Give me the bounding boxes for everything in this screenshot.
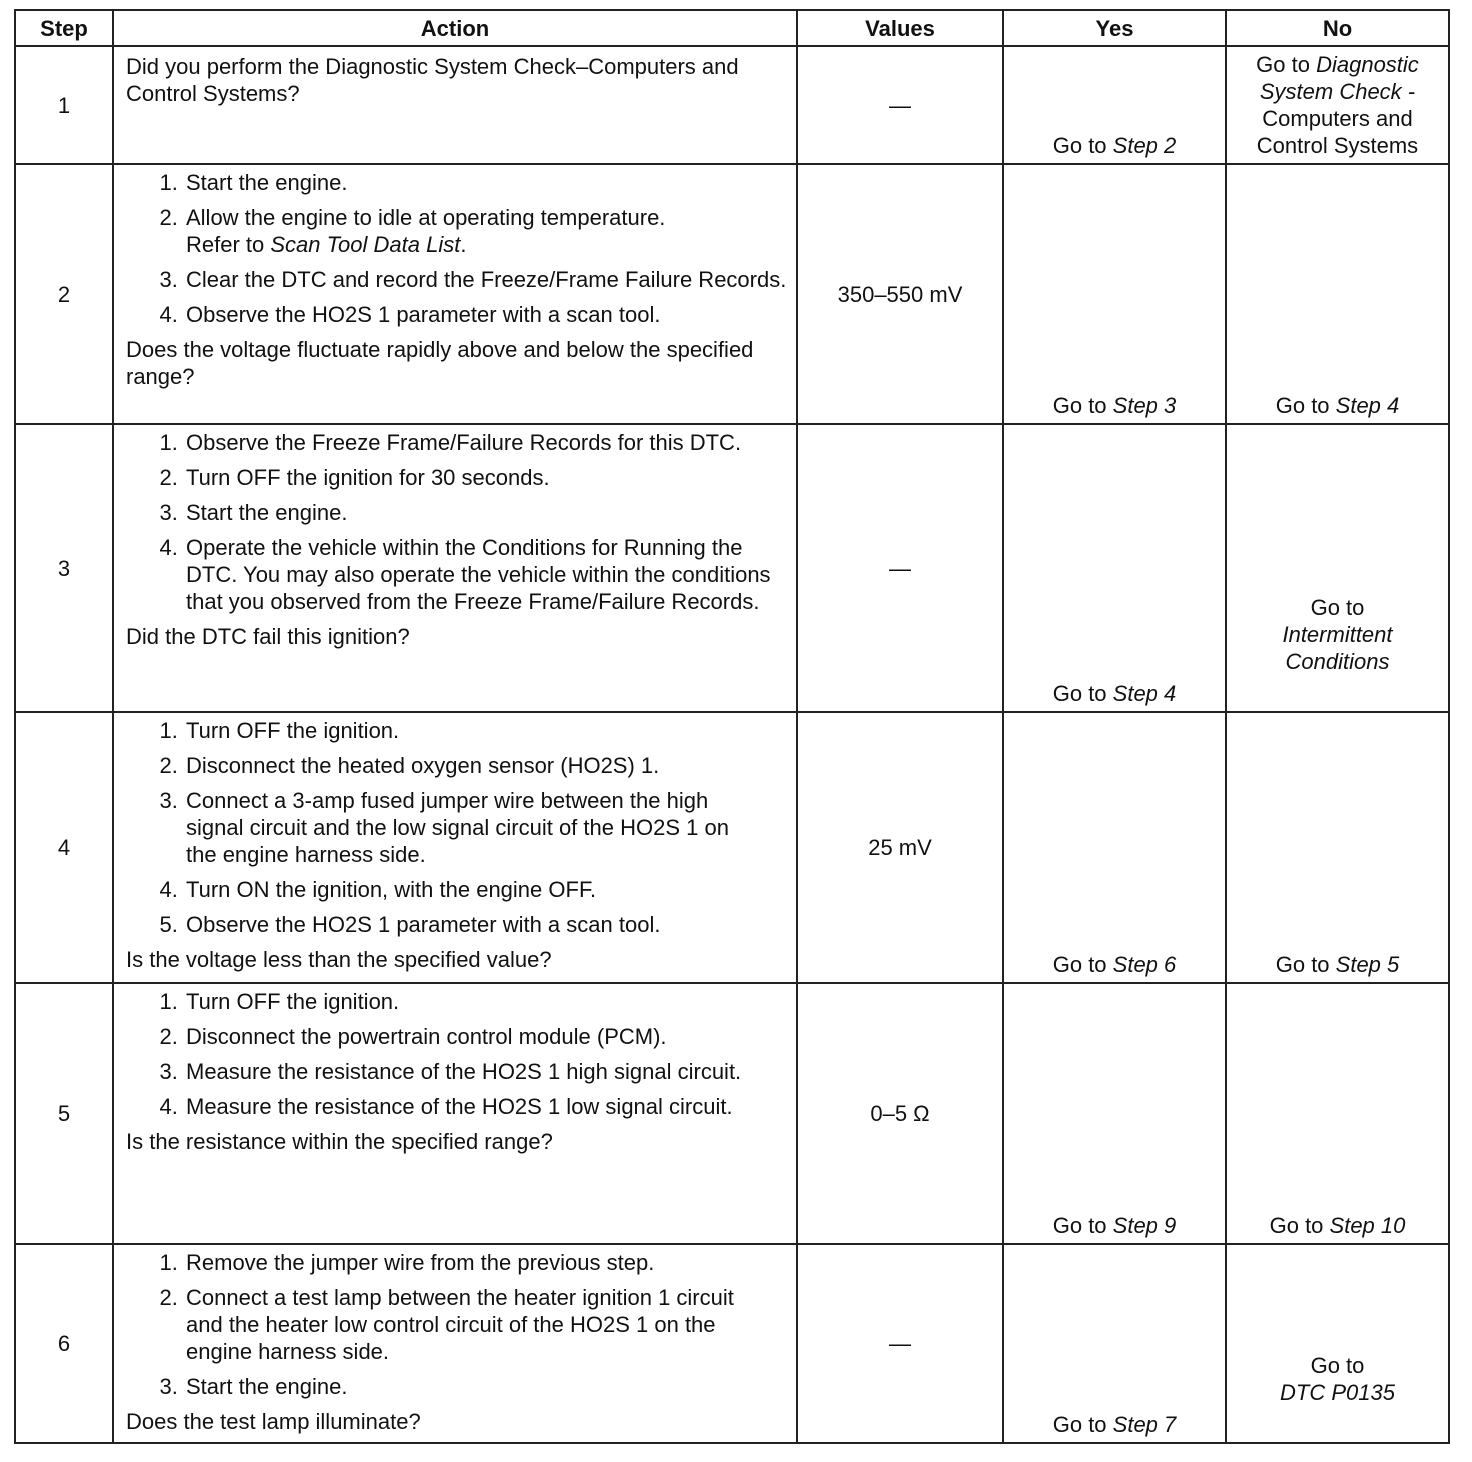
refer-link[interactable]: Scan Tool Data List — [270, 232, 461, 257]
action-cell — [113, 424, 797, 712]
header-action: Action — [113, 10, 797, 46]
no-cell — [1226, 1244, 1449, 1443]
yes-cell — [1003, 1244, 1226, 1443]
table-row — [15, 46, 1449, 164]
yes-link[interactable]: Step 9 — [1112, 1213, 1177, 1238]
no-outcome[interactable] — [1227, 594, 1448, 675]
action-step: 2. Disconnect the powertrain control module (PCM). — [184, 1023, 788, 1050]
action-step-text: Allow the engine to idle at operating temperature. — [186, 205, 666, 230]
action-step: 1. Start the engine. — [184, 169, 788, 196]
no-cell — [1226, 712, 1449, 983]
action-cell — [113, 1244, 797, 1443]
action-question: Does the voltage fluctuate rapidly above and below the specified range? — [126, 337, 754, 389]
action-step: 4. Observe the HO2S 1 parameter with a scan tool. — [184, 301, 788, 328]
action-cell — [113, 983, 797, 1244]
table-row — [15, 164, 1449, 424]
value-cell: — — [797, 1244, 1003, 1443]
no-prefix: Go to — [1310, 1353, 1365, 1378]
yes-link[interactable]: Step 6 — [1112, 952, 1177, 977]
no-link[interactable]: DTC P0135 — [1280, 1380, 1395, 1405]
no-link[interactable]: Step 4 — [1335, 393, 1400, 418]
yes-prefix: Go to — [1052, 393, 1113, 418]
action-steps — [126, 429, 788, 623]
yes-prefix: Go to — [1052, 952, 1113, 977]
no-prefix: Go to — [1269, 1213, 1330, 1238]
header-values: Values — [797, 10, 1003, 46]
step-number: 1 — [15, 46, 113, 164]
action-step: 1. Remove the jumper wire from the previous step. — [184, 1249, 788, 1276]
no-outcome[interactable] — [1227, 51, 1448, 159]
action-step: 3. Clear the DTC and record the Freeze/Frame Failure Records. — [184, 266, 788, 293]
action-step: 4. Measure the resistance of the HO2S 1 low signal circuit. — [184, 1093, 746, 1120]
no-link[interactable]: Step 5 — [1335, 952, 1400, 977]
no-outcome[interactable] — [1227, 392, 1448, 419]
step-number: 5 — [15, 983, 113, 1244]
header-row — [15, 10, 1449, 46]
action-steps — [126, 169, 788, 336]
refer-prefix: Refer to — [186, 232, 271, 257]
action-cell — [113, 712, 797, 983]
yes-link[interactable]: Step 4 — [1112, 681, 1177, 706]
action-question: Is the voltage less than the specified value? — [126, 947, 552, 972]
table-row — [15, 1244, 1449, 1443]
no-prefix: Go to — [1275, 393, 1336, 418]
yes-link[interactable]: Step 3 — [1112, 393, 1177, 418]
yes-outcome[interactable] — [1004, 680, 1225, 707]
yes-cell — [1003, 46, 1226, 164]
yes-link[interactable]: Step 2 — [1112, 133, 1177, 158]
yes-prefix: Go to — [1052, 681, 1113, 706]
action-cell — [113, 164, 797, 424]
action-step: 2. Turn OFF the ignition for 30 seconds. — [184, 464, 788, 491]
header-step: Step — [15, 10, 113, 46]
action-question: Is the resistance within the specified range? — [126, 1129, 553, 1154]
action-step: 1. Observe the Freeze Frame/Failure Records for this DTC. — [184, 429, 746, 456]
step-number: 3 — [15, 424, 113, 712]
action-steps — [126, 717, 788, 946]
action-step: 1. Turn OFF the ignition. — [184, 717, 788, 744]
action-question: Did you perform the Diagnostic System Check–Computers and Control Systems? — [126, 54, 739, 106]
no-link[interactable]: Step 10 — [1329, 1213, 1406, 1238]
value-cell: 25 mV — [797, 712, 1003, 983]
yes-prefix: Go to — [1052, 1412, 1113, 1437]
no-cell — [1226, 164, 1449, 424]
yes-outcome[interactable] — [1004, 392, 1225, 419]
action-step: 2. Disconnect the heated oxygen sensor (HO2S) 1. — [184, 752, 788, 779]
action-step: 1. Turn OFF the ignition. — [184, 988, 788, 1015]
yes-prefix: Go to — [1052, 1213, 1113, 1238]
no-outcome[interactable] — [1227, 1352, 1448, 1406]
no-outcome[interactable] — [1227, 951, 1448, 978]
action-step: 5. Observe the HO2S 1 parameter with a scan tool. — [184, 911, 788, 938]
action-step — [184, 204, 788, 258]
yes-outcome[interactable] — [1004, 132, 1225, 159]
action-question: Does the test lamp illuminate? — [126, 1409, 421, 1434]
action-step: 4. Operate the vehicle within the Conditions for Running the DTC. You may also operate the vehicle within the conditions that you observed from the Freeze Frame/Failure Records. — [184, 534, 788, 615]
action-step: 3. Measure the resistance of the HO2S 1 high signal circuit. — [184, 1058, 746, 1085]
step-number: 4 — [15, 712, 113, 983]
action-question: Did the DTC fail this ignition? — [126, 624, 410, 649]
yes-cell — [1003, 164, 1226, 424]
refer-suffix: . — [460, 232, 467, 257]
step-number: 2 — [15, 164, 113, 424]
no-link[interactable]: Intermittent Conditions — [1282, 622, 1393, 674]
step-number: 6 — [15, 1244, 113, 1443]
value-cell: — — [797, 424, 1003, 712]
no-cell — [1226, 46, 1449, 164]
action-steps — [126, 988, 788, 1128]
no-prefix: Go to — [1310, 595, 1365, 620]
value-cell: 0–5 Ω — [797, 983, 1003, 1244]
value-cell: 350–550 mV — [797, 164, 1003, 424]
yes-outcome[interactable] — [1004, 951, 1225, 978]
yes-prefix: Go to — [1052, 133, 1113, 158]
action-step: 4. Turn ON the ignition, with the engine OFF. — [184, 876, 788, 903]
table-row — [15, 983, 1449, 1244]
no-cell — [1226, 424, 1449, 712]
yes-outcome[interactable] — [1004, 1212, 1225, 1239]
no-prefix: Go to — [1256, 52, 1317, 77]
action-cell — [113, 46, 797, 164]
table-row — [15, 712, 1449, 983]
yes-link[interactable]: Step 7 — [1112, 1412, 1177, 1437]
no-link[interactable]: Diagnostic System Check - — [1259, 52, 1419, 104]
action-steps — [126, 1249, 788, 1408]
table-row — [15, 424, 1449, 712]
action-step: 3. Start the engine. — [184, 1373, 788, 1400]
yes-cell — [1003, 712, 1226, 983]
yes-cell — [1003, 424, 1226, 712]
header-yes: Yes — [1003, 10, 1226, 46]
action-step: 2. Connect a test lamp between the heater ignition 1 circuit and the heater low control circuit of the HO2S 1 on the engine harness side. — [184, 1284, 746, 1365]
no-prefix: Go to — [1275, 952, 1336, 977]
value-cell: — — [797, 46, 1003, 164]
action-step: 3. Start the engine. — [184, 499, 788, 526]
action-step: 3. Connect a 3-amp fused jumper wire between the high signal circuit and the low signal circuit of the HO2S 1 on the engine harness side. — [184, 787, 746, 868]
diagnostic-table — [14, 9, 1450, 1444]
header-no: No — [1226, 10, 1449, 46]
yes-cell — [1003, 983, 1226, 1244]
no-outcome[interactable] — [1227, 1212, 1448, 1239]
no-cell — [1226, 983, 1449, 1244]
no-suffix: Computers and Control Systems — [1256, 106, 1419, 158]
yes-outcome[interactable] — [1004, 1411, 1225, 1438]
